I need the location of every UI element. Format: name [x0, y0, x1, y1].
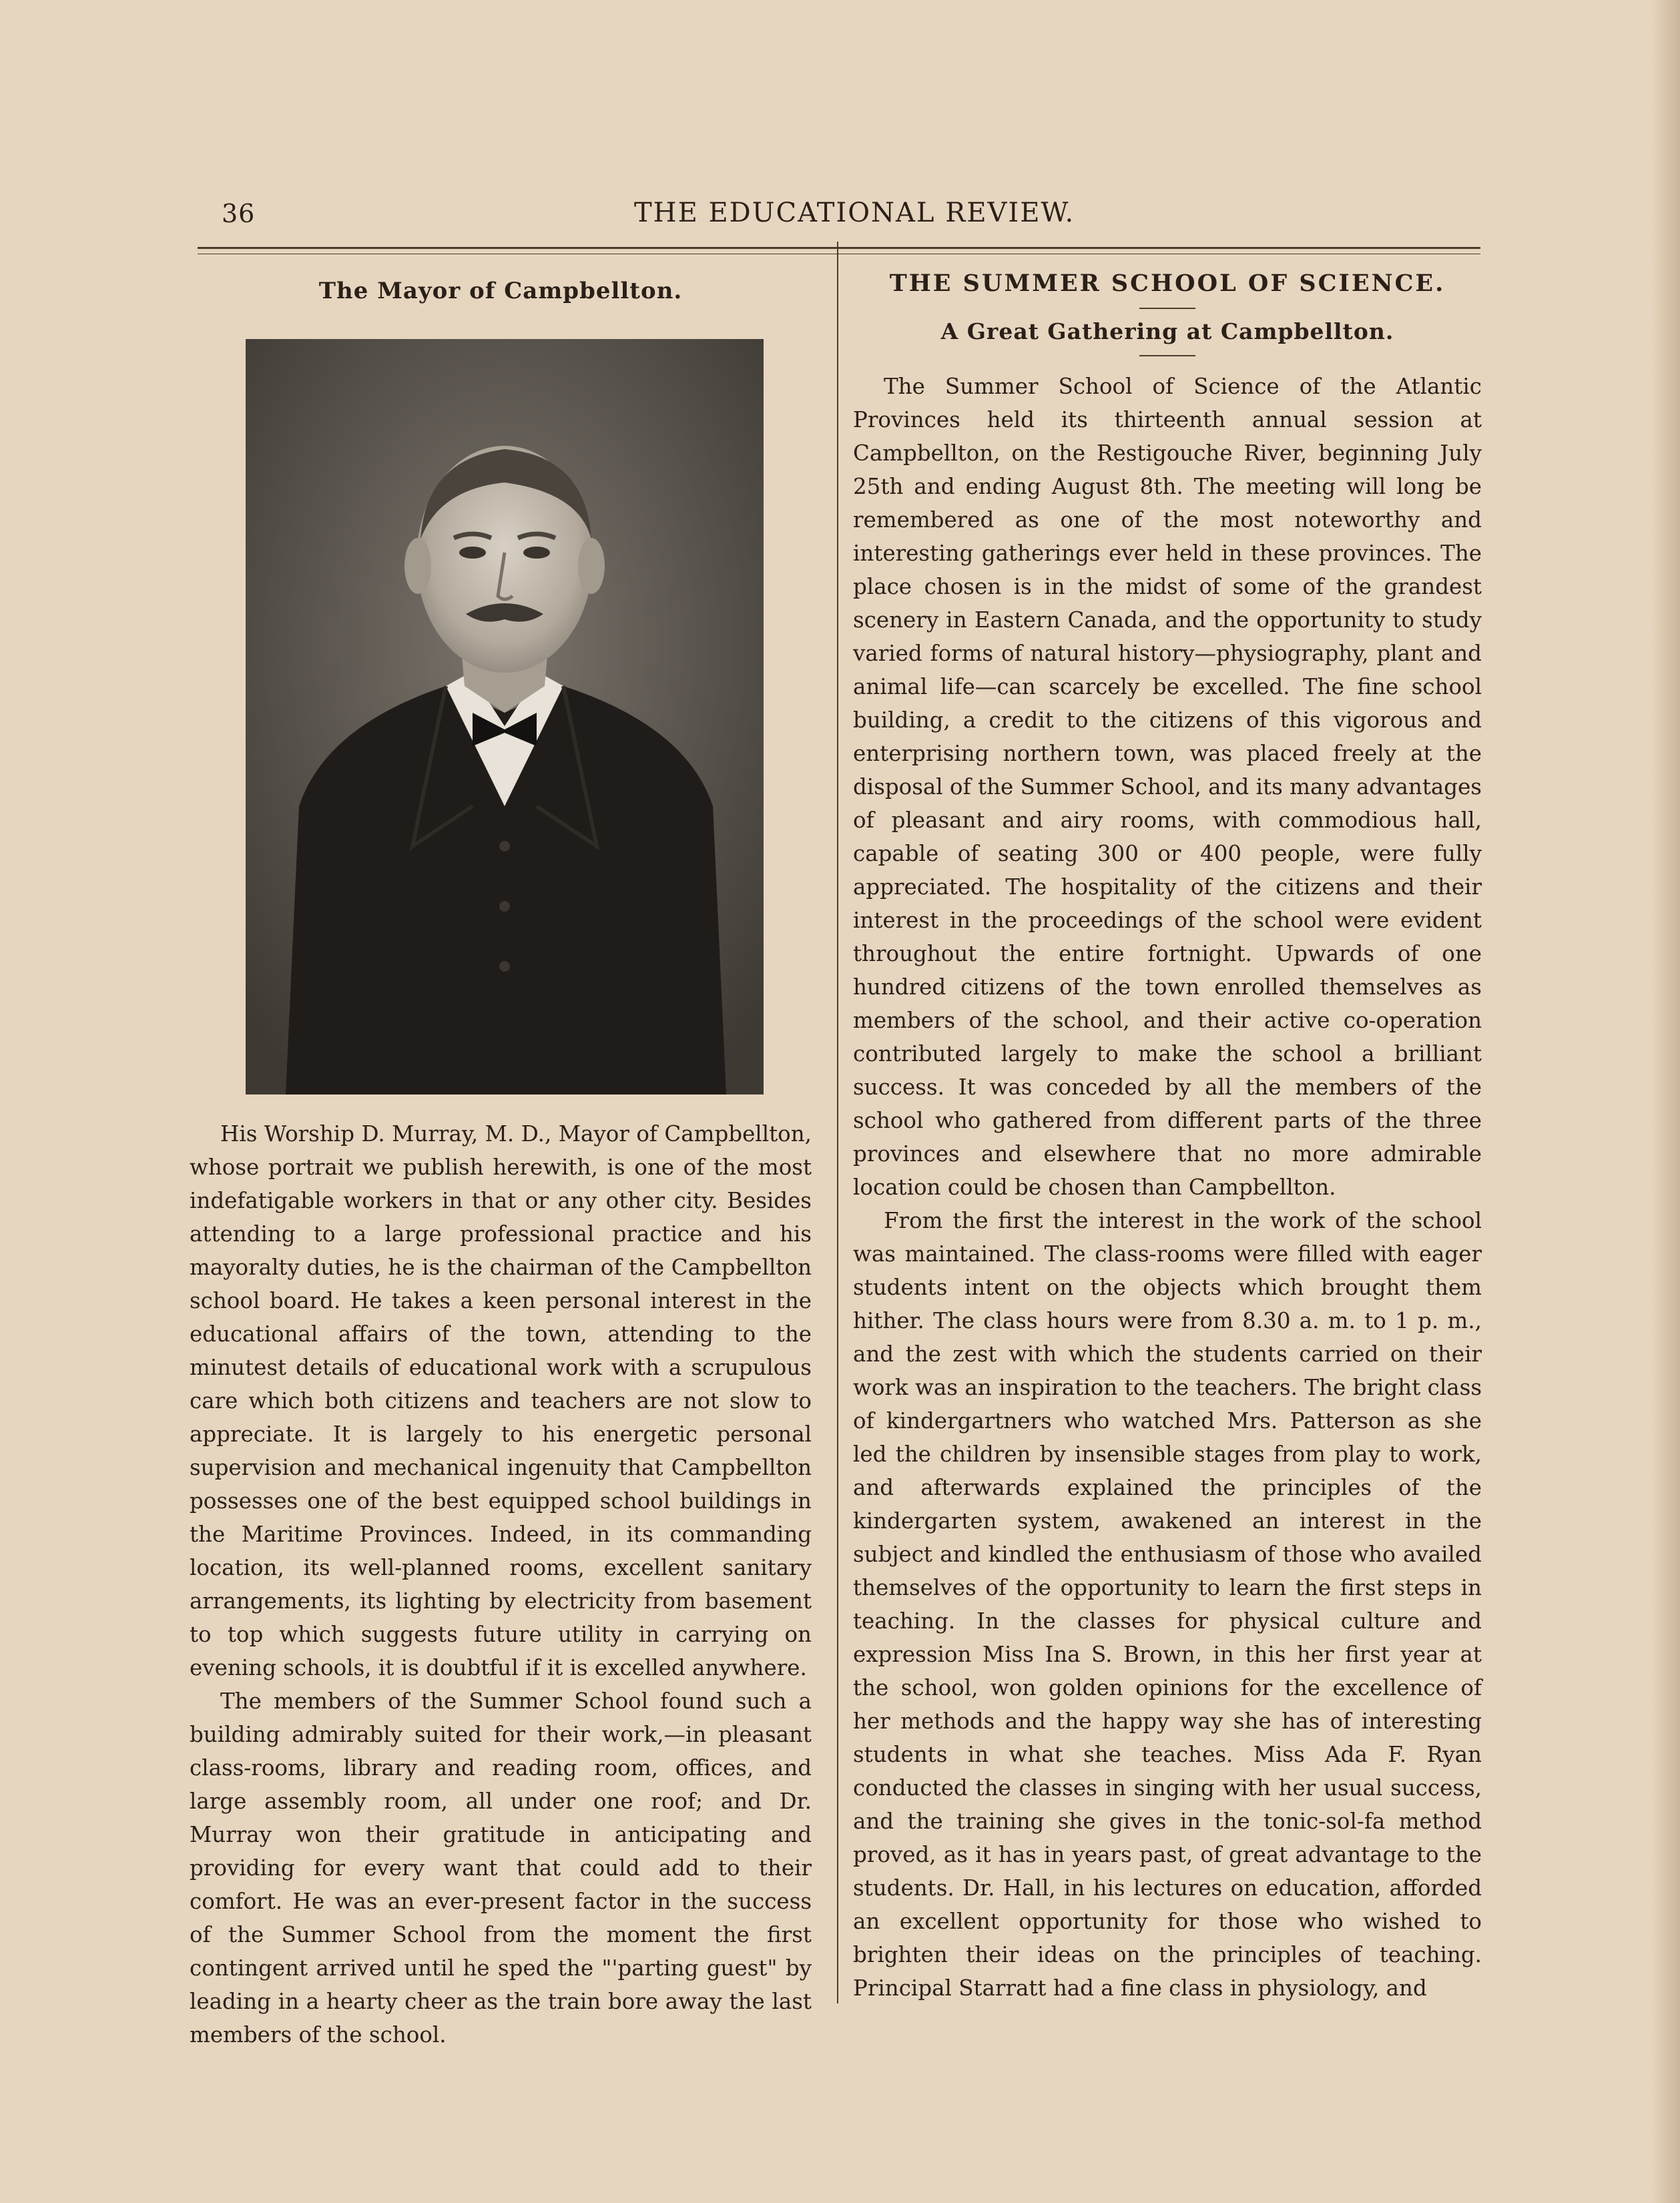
- mayor-paragraph-2: The members of the Summer School found such a building admirably suited for their work,—in pleasant class-rooms, library and reading room, offices, and large assembly room, all under one roof; and Dr. Murray won their gratitude in anticipating and providing for every want that could add to their comfort. He was an ever-present factor in the success of the Summer School from the moment the first contingent arrived until he sped the "'parting guest" by leading in a hearty cheer as the train bore away the last members of the school.: [190, 1688, 812, 2048]
- mayor-article-body: [190, 1117, 812, 2052]
- summer-school-subtitle: A Great Gathering at Campbellton.: [940, 318, 1394, 344]
- mayor-paragraph-1: His Worship D. Murray, M. D., Mayor of Campbellton, whose portrait we publish herewith, is one of the most indefatigable workers in that or any other city. Besides attending to a large professional practice and his mayoralty duties, he is the chairman of the Campbellton school board. He takes a keen personal interest in the educational affairs of the town, attending to the minutest details of educational work with a scrupulous care which both citizens and teachers are not slow to appreciate. It is largely to his energetic personal supervision and mechanical ingenuity that Campbellton possesses one of the best equipped school buildings in the Maritime Provinces. Indeed, in its commanding location, its well-planned rooms, excellent sanitary arrangements, its lighting by electricity from basement to top which suggests future utility in carrying on evening schools, it is doubtful if it is excelled anywhere.: [190, 1121, 812, 1680]
- portrait-photo: [246, 339, 764, 1094]
- running-head: THE EDUCATIONAL REVIEW.: [634, 198, 1075, 228]
- header-rule: [198, 247, 1480, 249]
- column-divider: [837, 242, 838, 2003]
- summer-school-paragraph-2: From the first the interest in the work of the school was maintained. The class-rooms were filled with eager students intent on the objects which brought them hither. The class hours were from 8.30 a. m. to 1 p. m., and the zest with which the students carried on their work was an inspiration to the teachers. The bright class of kindergartners who watched Mrs. Patterson as she led the children by insensible stages from play to work, and afterwards explained the principles of the kindergarten system, awakened an interest in the subject and kindled the enthusiasm of those who availed themselves of the opportunity to learn the first steps in teaching. In the classes for physical culture and expression Miss Ina S. Brown, in this her first year at the school, won golden opinions for the excellence of her methods and the happy way she has of interesting students in what she teaches. Miss Ada F. Ryan conducted the classes in singing with her usual success, and the training she gives in the tonic-sol-fa method proved, as it has in years past, of great advantage to the students. Dr. Hall, in his lectures on education, afforded an excellent opportunity for those who wished to brighten their ideas on the principles of teaching. Principal Starratt had a fine class in physiology, and: [853, 1208, 1482, 2001]
- mayor-portrait: [246, 339, 764, 1094]
- summer-school-paragraph-1: The Summer School of Science of the Atlantic Provinces held its thirteenth annual session at Campbellton, on the Restigouche River, beginning July 25th and ending August 8th. The meeting will long be remembered as one of the most noteworthy and interesting gatherings ever held in these provinces. The place chosen is in the midst of some of the grandest scenery in Eastern Canada, and the opportunity to study varied forms of natural history—physiography, plant and animal life—can scarcely be excelled. The fine school building, a credit to the citizens of this vigorous and enterprising northern town, was placed freely at the disposal of the Summer School, and its many advantages of pleasant and airy rooms, with commodious hall, capable of seating 300 or 400 people, were fully appreciated. The hospitality of the citizens and their interest in the proceedings of the school were evident throughout the entire fortnight. Upwards of one hundred citizens of the town enrolled themselves as members of the school, and their active co-operation contributed largely to make the school a brilliant success. It was conceded by all the members of the school who gathered from different parts of the three provinces and elsewhere that no more admirable location could be chosen than Campbellton.: [853, 374, 1482, 1200]
- title-rule: [1139, 308, 1195, 309]
- page-number: 36: [222, 199, 256, 228]
- right-column: [853, 264, 1482, 2001]
- mayor-article-title: The Mayor of Campbellton.: [318, 278, 683, 304]
- left-column: [190, 264, 812, 2048]
- page-edge: [1651, 0, 1680, 2203]
- summer-school-body: [853, 370, 1482, 2005]
- subtitle-rule: [1139, 355, 1195, 356]
- summer-school-title: THE SUMMER SCHOOL OF SCIENCE.: [889, 270, 1446, 297]
